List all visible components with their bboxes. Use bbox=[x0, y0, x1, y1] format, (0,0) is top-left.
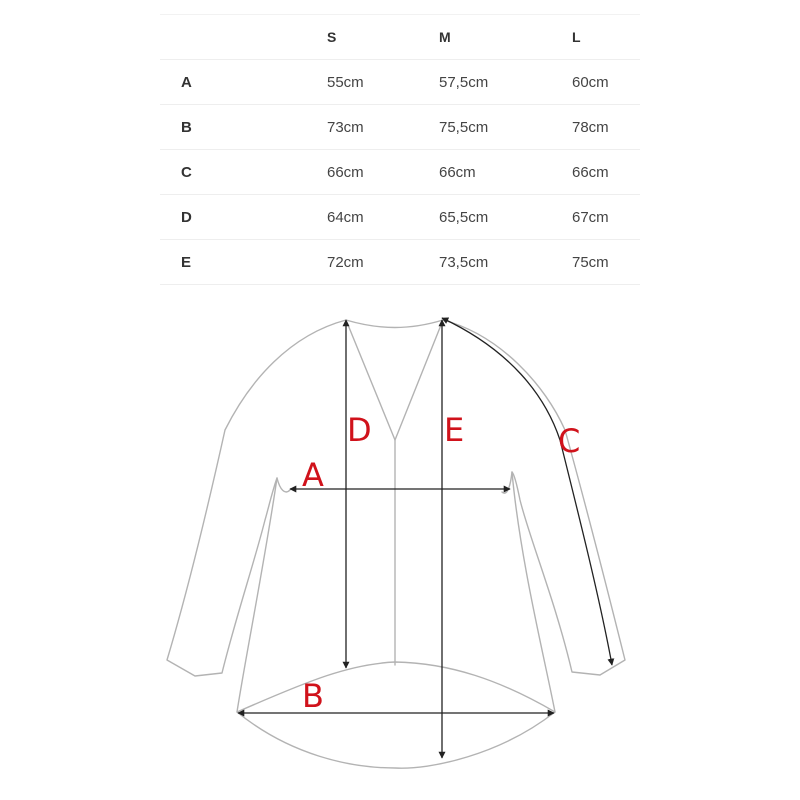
cell-s: 55cm bbox=[327, 60, 439, 105]
table-row bbox=[160, 105, 640, 150]
measurement-labels bbox=[302, 411, 580, 715]
header-cell-l: L bbox=[572, 15, 640, 60]
garment-outer-outline bbox=[167, 320, 625, 768]
row-label: B bbox=[160, 105, 327, 150]
cardigan-outline bbox=[167, 320, 625, 768]
header-cell-empty bbox=[160, 15, 327, 60]
cell-m: 65,5cm bbox=[439, 195, 572, 240]
cell-s: 66cm bbox=[327, 150, 439, 195]
arrow-c-sleeve-length bbox=[442, 318, 612, 665]
cell-m: 66cm bbox=[439, 150, 572, 195]
cell-l: 60cm bbox=[572, 60, 640, 105]
cell-l: 67cm bbox=[572, 195, 640, 240]
row-label: D bbox=[160, 195, 327, 240]
table-row bbox=[160, 60, 640, 105]
cell-m: 73,5cm bbox=[439, 240, 572, 285]
cell-m: 57,5cm bbox=[439, 60, 572, 105]
label-b: B bbox=[302, 677, 324, 715]
row-label: A bbox=[160, 60, 327, 105]
table-row bbox=[160, 240, 640, 285]
cell-s: 73cm bbox=[327, 105, 439, 150]
label-a: A bbox=[302, 456, 324, 494]
measurement-arrows bbox=[238, 318, 612, 758]
cell-l: 78cm bbox=[572, 105, 640, 150]
header-cell-s: S bbox=[327, 15, 439, 60]
table-header-row bbox=[160, 15, 640, 60]
cell-l: 66cm bbox=[572, 150, 640, 195]
garment-measurement-diagram bbox=[0, 300, 800, 800]
cell-s: 72cm bbox=[327, 240, 439, 285]
cell-s: 64cm bbox=[327, 195, 439, 240]
header-cell-m: M bbox=[439, 15, 572, 60]
table-row bbox=[160, 150, 640, 195]
row-label: E bbox=[160, 240, 327, 285]
label-c: C bbox=[558, 422, 581, 460]
sleeve-seam-left bbox=[277, 478, 290, 492]
cell-m: 75,5cm bbox=[439, 105, 572, 150]
cell-l: 75cm bbox=[572, 240, 640, 285]
sleeve-seam-right bbox=[502, 472, 512, 493]
table-row bbox=[160, 195, 640, 240]
hem-curve bbox=[237, 662, 555, 712]
label-d: D bbox=[347, 411, 372, 449]
size-chart-table bbox=[160, 14, 640, 285]
row-label: C bbox=[160, 150, 327, 195]
label-e: E bbox=[444, 411, 465, 449]
